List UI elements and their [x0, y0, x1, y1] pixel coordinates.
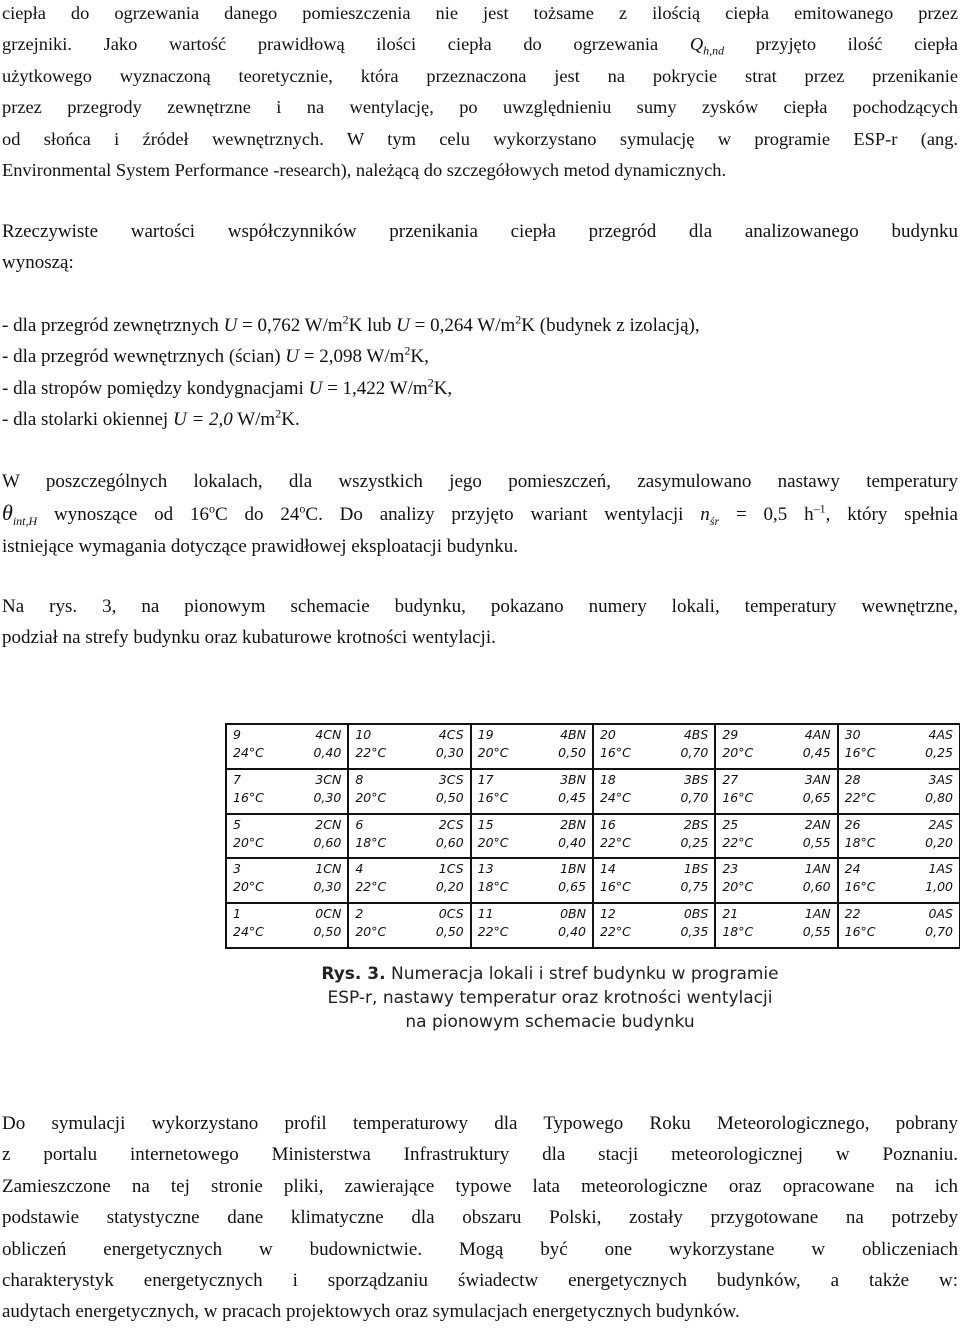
zone-cell [593, 814, 715, 859]
zone-code: 2AS [928, 816, 953, 832]
zone-cell [838, 769, 960, 814]
paragraph-figure-reference [2, 591, 958, 654]
text-line: ciepła do ogrzewania danego pomieszczenia nie jest tożsame z ilością ciepła emitowanego przez [2, 3, 958, 23]
local-number: 17 [477, 771, 494, 787]
zone-code: 4AN [804, 727, 831, 742]
zone-cell [471, 858, 593, 903]
local-number: 6 [355, 816, 364, 832]
text-line: W poszczególnych lokalach, dla wszystkich jego pomieszczeń, zasymulowano nastawy temperatury [2, 471, 958, 492]
ventilation-rate: 0,55 [802, 924, 831, 940]
text-line: podział na strefy budynku oraz kubaturowe krotności wentylacji. [2, 627, 496, 649]
ventilation-rate: 0,70 [680, 745, 709, 760]
zone-code: 3CN [315, 771, 342, 787]
zone-cell [226, 814, 348, 859]
zone-temperature: 22°C [844, 789, 876, 805]
grid-row [226, 858, 960, 903]
zone-cell [838, 858, 960, 903]
text-line: z portalu internetowego Ministerstwa Infrastruktury dla stacji meteorologicznej w Poznaniu. [2, 1144, 958, 1166]
ventilation-rate: 0,50 [435, 789, 464, 805]
ventilation-rate: 0,55 [802, 834, 831, 850]
zone-code: 0CN [315, 906, 342, 922]
zone-code: 4CN [315, 727, 342, 742]
zone-temperature: 20°C [477, 745, 509, 760]
zone-temperature: 20°C [722, 745, 754, 760]
zone-cell [226, 724, 348, 769]
local-number: 26 [844, 816, 861, 832]
ventilation-rate: 0,45 [558, 789, 586, 805]
zone-code: 1CN [315, 861, 342, 877]
ventilation-rate: 0,50 [313, 924, 342, 940]
local-number: 15 [477, 816, 494, 832]
local-number: 30 [844, 727, 861, 742]
zone-code: 2AN [804, 816, 831, 832]
zone-temperature: 22°C [477, 924, 509, 940]
zone-code: 1AN [804, 906, 831, 922]
local-number: 2 [355, 906, 364, 922]
list-item: - dla przegród zewnętrznych U = 0,762 $W/m^2K$ lub U = 0,264 $W/m^2K$ (budynek z izolacją), [2, 312, 700, 336]
zone-cell [838, 903, 960, 948]
ventilation-rate: 0,60 [802, 879, 831, 895]
ventilation-rate: 0,30 [313, 879, 342, 895]
text-line: Environmental System Performance -research), należącą do szczegółowych metod dynamicznych. [2, 160, 727, 181]
zone-temperature: 22°C [355, 879, 387, 895]
zone-code: 0CS [438, 906, 464, 922]
ventilation-rate: 0,30 [313, 789, 342, 805]
symbol-theta: θ [2, 500, 13, 526]
zone-cell [226, 858, 348, 903]
zone-temperature: 20°C [355, 924, 387, 940]
ventilation-rate: 0,50 [558, 745, 586, 760]
local-number: 25 [722, 816, 739, 832]
local-number: 28 [844, 771, 861, 787]
local-number: 22 [844, 906, 861, 922]
list-item: - dla stolarki okiennej U = 2,0 $W/m^2K$. [2, 406, 300, 431]
zone-cell [348, 724, 470, 769]
local-number: 9 [233, 727, 241, 742]
local-number: 18 [599, 771, 616, 787]
zone-code: 3AS [928, 771, 953, 787]
ventilation-rate: 0,30 [435, 745, 464, 760]
zone-temperature: 16°C [599, 879, 631, 895]
zone-cell [226, 903, 348, 948]
zone-cell [715, 769, 837, 814]
zone-temperature: 24°C [233, 924, 264, 940]
text-line: Zamieszczone na tej stronie pliki, zawierające typowe lata meteorologiczne oraz opracowane na ich [2, 1175, 958, 1197]
ventilation-rate: 0,65 [558, 879, 586, 895]
zone-code: 2CS [438, 816, 464, 832]
zone-cell [593, 769, 715, 814]
grid-row [226, 724, 960, 769]
zone-temperature: 24°C [233, 745, 264, 760]
local-number: 10 [355, 727, 372, 742]
ventilation-rate: 0,60 [435, 834, 464, 850]
text-line: grzejniki. Jako wartość prawidłową ilości ciepła do ogrzewania $Q_{h,nd}$ przyjęto ilość ciepła [2, 34, 958, 59]
paragraph-u-values-intro [2, 216, 958, 279]
ventilation-rate: 0,50 [435, 924, 464, 940]
ventilation-rate: 1,00 [925, 879, 953, 895]
text-line: od słońca i źródeł wewnętrznych. W tym celu wykorzystano symulację w programie ESP-r (ang. [2, 128, 958, 149]
zone-cell [226, 769, 348, 814]
local-number: 4 [355, 861, 364, 877]
text-line: istniejące wymagania dotyczące prawidłowej eksploatacji budynku. [2, 535, 518, 557]
zone-cell [593, 903, 715, 948]
grid-row [226, 814, 960, 859]
zone-cell [471, 814, 593, 859]
zone-temperature: 22°C [355, 745, 387, 760]
local-number: 23 [722, 861, 739, 877]
list-item: - dla stropów pomiędzy kondygnacjami U = 1,422 $W/m^2K$, [2, 375, 453, 399]
text-line: $\theta_{int,H}$ wynoszące od 16$^o$C do 24$^o$C. Do analizy przyjęto wariant wentylacji $n_{śr} = 0,5$ $h^{-1}$, który spełnia [2, 500, 958, 529]
text-line: obliczeń energetycznych w budownictwie. Mogą być one wykorzystane w obliczeniach [2, 1238, 958, 1260]
zone-cell [348, 858, 470, 903]
zone-temperature: 16°C [722, 789, 754, 805]
grid-row [226, 769, 960, 814]
zone-code: 3BN [560, 771, 586, 787]
zone-temperature: 20°C [233, 879, 264, 895]
zone-temperature: 16°C [233, 789, 264, 805]
zone-cell [471, 769, 593, 814]
zone-grid [225, 723, 960, 949]
zone-code: 0BN [560, 906, 586, 922]
zone-code: 1AS [928, 861, 953, 877]
zone-code: 2CN [315, 816, 342, 832]
zone-code: 3AN [804, 771, 831, 787]
zone-code: 1BN [560, 861, 586, 877]
zone-cell [348, 814, 470, 859]
ventilation-rate: 0,20 [925, 834, 953, 850]
zone-temperature: 18°C [722, 924, 754, 940]
zone-temperature: 20°C [355, 789, 387, 805]
local-number: 7 [233, 771, 241, 787]
text-line: wynoszą: [2, 252, 74, 274]
zone-cell [715, 814, 837, 859]
zone-cell [593, 858, 715, 903]
local-number: 27 [722, 771, 739, 787]
figure-caption: Rys. 3. Numeracja lokali i stref budynku w programie ESP-r, nastawy temperatur oraz krotności wentylacji na pionowym schemacie budynku [321, 964, 779, 1032]
local-number: 8 [355, 771, 364, 787]
zone-temperature: 16°C [599, 745, 631, 760]
zone-cell [715, 858, 837, 903]
ventilation-rate: 0,35 [680, 924, 709, 940]
zone-temperature: 16°C [844, 924, 876, 940]
grid-row [226, 903, 960, 948]
ventilation-rate: 0,75 [680, 879, 709, 895]
text-line: Rzeczywiste wartości współczynników przenikania ciepła przegród dla analizowanego budynku [2, 221, 958, 242]
zone-code: 3BS [683, 771, 709, 787]
text-line: charakterystyk energetycznych i sporządzaniu świadectw energetycznych budynków, a także w: [2, 1270, 958, 1292]
local-number: 14 [599, 861, 616, 877]
zone-temperature: 16°C [844, 879, 876, 895]
local-number: 29 [722, 727, 739, 742]
zone-code: 4CS [438, 727, 464, 742]
zone-cell [348, 903, 470, 948]
ventilation-rate: 0,40 [313, 745, 342, 760]
zone-temperature: 24°C [599, 789, 631, 805]
text-line: Do symulacji wykorzystano profil temperaturowy dla Typowego Roku Meteorologicznego, pobrany [2, 1113, 958, 1134]
zone-temperature: 18°C [477, 879, 509, 895]
local-number: 19 [477, 727, 494, 742]
ventilation-rate: 0,70 [680, 789, 709, 805]
zone-code: 0AS [928, 906, 953, 922]
local-number: 21 [722, 906, 739, 922]
zone-cell [838, 814, 960, 859]
text-line: Na rys. 3, na pionowym schemacie budynku, pokazano numery lokali, temperatury wewnętrzne, [2, 596, 958, 617]
zone-temperature: 20°C [233, 834, 264, 850]
ventilation-rate: 0,40 [558, 834, 586, 850]
text-line: audytach energetycznych, w pracach projektowych oraz symulacjach energetycznych budynków. [2, 1301, 740, 1323]
ventilation-rate: 0,40 [558, 924, 586, 940]
ventilation-rate: 0,25 [680, 834, 709, 850]
local-number: 11 [477, 906, 494, 922]
zone-code: 2BN [560, 816, 586, 832]
local-number: 16 [599, 816, 616, 832]
paragraph-heat-definition [2, 0, 958, 186]
ventilation-rate: 0,25 [925, 745, 953, 760]
zone-cell [593, 724, 715, 769]
text-line: podstawie statystyczne dane klimatyczne dla obszaru Polski, zostały przygotowane na potrzeby [2, 1207, 958, 1229]
ventilation-rate: 0,20 [435, 879, 464, 895]
zone-code: 1CS [438, 861, 464, 877]
local-number: 1 [233, 906, 241, 922]
building-schematic-figure [225, 723, 960, 949]
ventilation-rate: 0,65 [802, 789, 831, 805]
local-number: 5 [233, 816, 241, 832]
zone-temperature: 20°C [722, 879, 754, 895]
zone-temperature: 16°C [477, 789, 509, 805]
zone-code: 2BS [683, 816, 709, 832]
zone-temperature: 22°C [722, 834, 754, 850]
paragraph-temperature-settings [2, 466, 958, 562]
text-line: użytkowego wyznaczoną teoretycznie, która przeznaczona jest na pokrycie strat przez przenikanie [2, 65, 958, 86]
zone-cell [471, 903, 593, 948]
list-item: - dla przegród wewnętrznych (ścian) U = 2,098 $W/m^2K$, [2, 344, 429, 368]
zone-cell [471, 724, 593, 769]
zone-temperature: 16°C [844, 745, 876, 760]
zone-code: 4BN [560, 727, 586, 742]
symbol-q: Q [689, 34, 704, 55]
zone-cell [348, 769, 470, 814]
ventilation-rate: 0,45 [802, 745, 831, 760]
ventilation-rate: 0,70 [925, 924, 953, 940]
zone-temperature: 22°C [599, 834, 631, 850]
symbol-n: n [700, 504, 710, 526]
zone-temperature: 20°C [477, 834, 509, 850]
zone-temperature: 22°C [599, 924, 631, 940]
local-number: 20 [599, 727, 616, 742]
zone-temperature: 18°C [355, 834, 387, 850]
zone-cell [838, 724, 960, 769]
local-number: 13 [477, 861, 494, 877]
zone-code: 1BS [683, 861, 709, 877]
zone-cell [715, 903, 837, 948]
zone-code: 4BS [683, 727, 709, 742]
ventilation-rate: 0,60 [313, 834, 342, 850]
local-number: 12 [599, 906, 616, 922]
ventilation-rate: 0,80 [925, 789, 953, 805]
local-number: 24 [844, 861, 861, 877]
zone-code: 1AN [804, 861, 831, 877]
paragraph-climate-data [2, 1108, 958, 1328]
u-values-list [2, 310, 958, 436]
zone-code: 3CS [438, 771, 464, 787]
local-number: 3 [233, 861, 241, 877]
text-line: przez przegrody zewnętrzne i na wentylację, po uwzględnieniu sumy zysków ciepła pochodzących [2, 97, 958, 118]
zone-temperature: 18°C [844, 834, 876, 850]
zone-code: 4AS [928, 727, 953, 742]
zone-cell [715, 724, 837, 769]
caption-label: Rys. 3. [321, 964, 386, 984]
zone-code: 0BS [683, 906, 709, 922]
symbol-q-subscript: h,nd [703, 44, 725, 59]
